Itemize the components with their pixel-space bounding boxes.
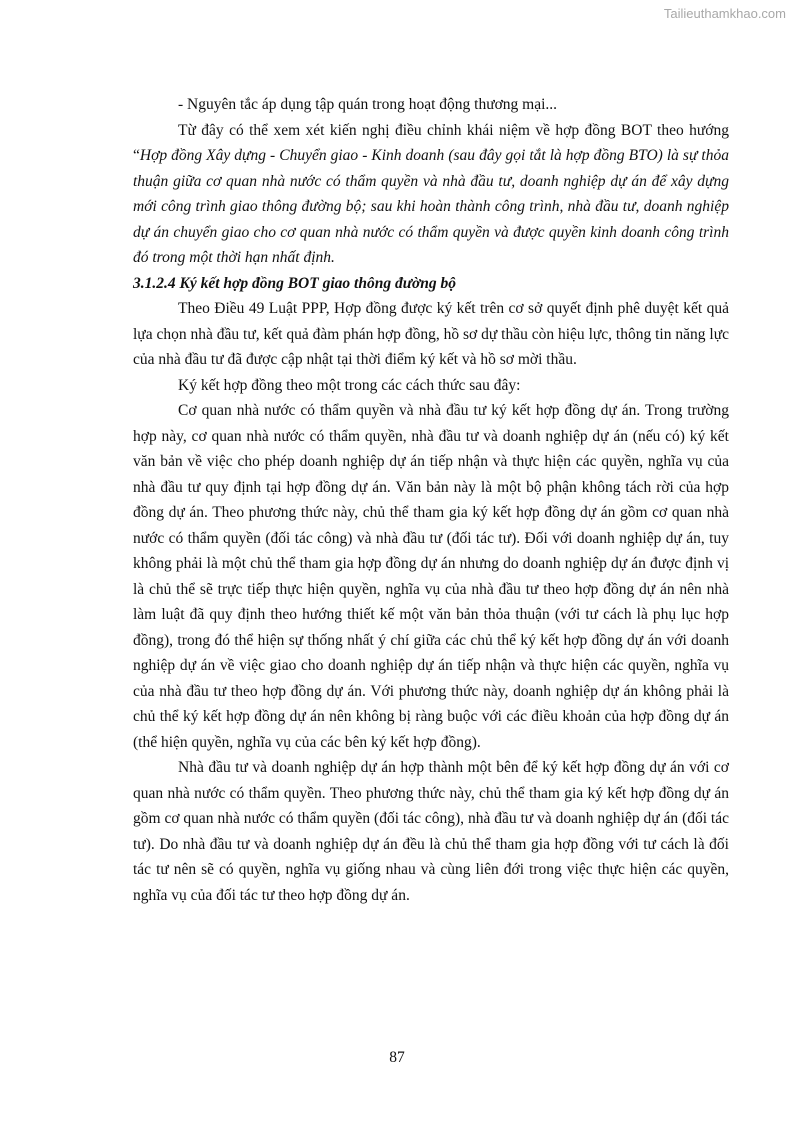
paragraph-method-2: Nhà đầu tư và doanh nghiệp dự án hợp thành một bên để ký kết hợp đồng dự án với cơ quan nhà nước có thẩm quyền. Theo phương thức này, chủ thể tham gia ký kết hợp đồng dự án gồm cơ quan nhà nước có thẩm quyền (đối tác công), nhà đầu tư và doanh nghiệp dự án (đối tác tư). Do nhà đầu tư và doanh nghiệp dự án đều là chủ thể tham gia hợp đồng với tư cách là đối tác tư nên sẽ có quyền, nghĩa vụ giống nhau và cùng liên đới trong việc thực hiện các quyền, nghĩa vụ của đối tác tư theo hợp đồng dự án.: [133, 759, 729, 904]
paragraph-signing-methods: Ký kết hợp đồng theo một trong các cách thức sau đây:: [178, 376, 521, 394]
paragraph-method-1: Cơ quan nhà nước có thẩm quyền và nhà đầu tư ký kết hợp đồng dự án. Trong trường hợp này, cơ quan nhà nước có thẩm quyền, nhà đầu tư và doanh nghiệp dự án (nếu có) ký kết văn bản về việc cho phép doanh nghiệp dự án tiếp nhận và thực hiện các quyền, nghĩa vụ của nhà đầu tư quy định tại hợp đồng dự án. Văn bản này là một bộ phận không tách rời của hợp đồng dự án. Theo phương thức này, chủ thể tham gia ký kết hợp đồng dự án gồm cơ quan nhà nước có thẩm quyền (đối tác công) và nhà đầu tư (đối tác tư). Đối với doanh nghiệp dự án, tuy không phải là một chủ thể tham gia hợp đồng dự án nhưng do doanh nghiệp dự án được định vị là chủ thể sẽ trực tiếp thực hiện quyền, nghĩa vụ của nhà đầu tư theo hợp đồng dự án nên nhà làm luật đã quy định theo hướng thiết kế một văn bản thỏa thuận (với tư cách là phụ lục hợp đồng), trong đó thể hiện sự thống nhất ý chí giữa các chủ thể ký kết hợp đồng dự án với doanh nghiệp dự án về việc giao cho doanh nghiệp dự án tiếp nhận và thực hiện các quyền, nghĩa vụ của nhà đầu tư theo hợp đồng dự án. Với phương thức này, doanh nghiệp dự án không phải là chủ thể ký kết hợp đồng dự án nên không bị ràng buộc với các điều khoản của hợp đồng dự án (thể hiện quyền, nghĩa vụ của các bên ký kết hợp đồng).: [133, 402, 729, 751]
paragraph-proposal: [133, 118, 729, 271]
page-number: 87: [389, 1049, 405, 1066]
section-heading: 3.1.2.4 Ký kết hợp đồng BOT giao thông đường bộ: [133, 274, 457, 292]
proposal-definition: Hợp đồng Xây dựng - Chuyển giao - Kinh doanh (sau đây gọi tắt là hợp đồng BTO) là sự thỏa thuận giữa cơ quan nhà nước có thẩm quyền và nhà đầu tư, doanh nghiệp dự án để xây dựng mới công trình giao thông đường bộ; sau khi hoàn thành công trình, nhà đầu tư, doanh nghiệp dự án chuyển giao cho cơ quan nhà nước có thẩm quyền và được quyền kinh doanh công trình đó trong một thời hạn nhất định.: [133, 147, 729, 266]
bullet-line: - Nguyên tắc áp dụng tập quán trong hoạt động thương mại...: [178, 96, 558, 113]
proposal-intro: Từ đây có thể xem xét kiến nghị điều chỉnh khái niệm về hợp đồng BOT theo hướng “: [133, 121, 729, 164]
watermark: Tailieuthamkhao.com: [663, 6, 786, 21]
paragraph-article-49: Theo Điều 49 Luật PPP, Hợp đồng được ký kết trên cơ sở quyết định phê duyệt kết quả lựa chọn nhà đầu tư, kết quả đàm phán hợp đồng, hồ sơ dự thầu còn hiệu lực, thông tin năng lực của nhà đầu tư đã được cập nhật tại thời điểm ký kết và hồ sơ mời thầu.: [133, 300, 729, 368]
document-body: [133, 92, 729, 908]
